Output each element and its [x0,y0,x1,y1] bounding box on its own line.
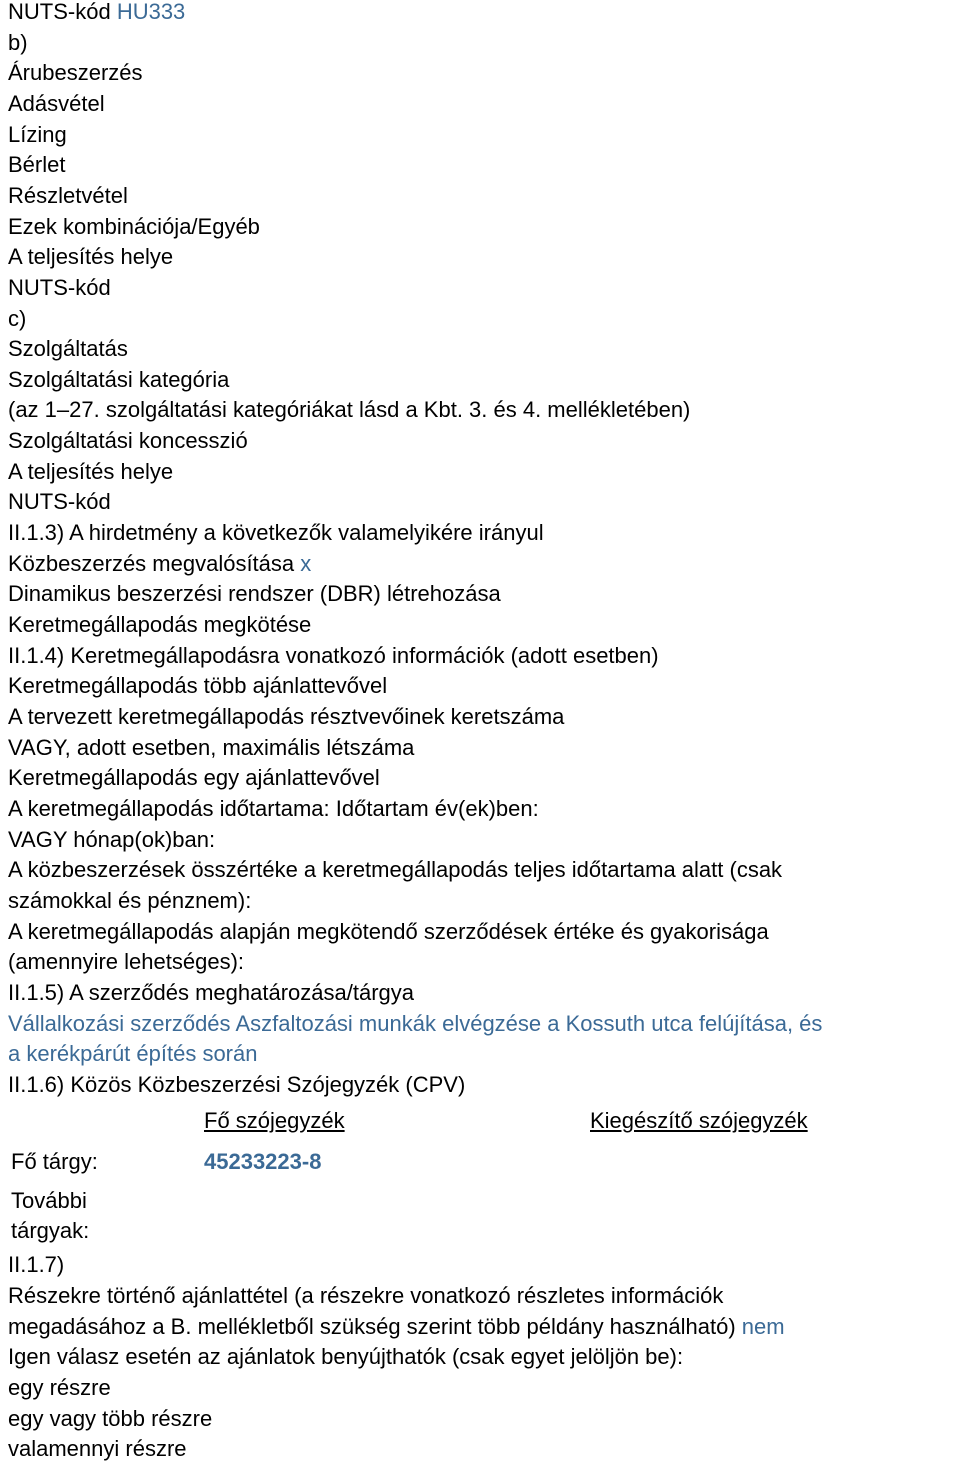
section-heading-ii-1-4: II.1.4) Keretmegállapodásra vonatkozó információk (adott esetben) [8,643,659,668]
lots-text-line-with-answer [8,1312,785,1343]
framework-info-line: számokkal és pénznem): [8,888,252,913]
framework-info-line: (amennyire lehetséges): [8,949,245,974]
framework-info-line: VAGY hónap(ok)ban: [8,827,216,852]
framework-info-line: Keretmegállapodás több ajánlattevővel [8,673,388,698]
option-procurement-line [8,549,311,580]
section-b-item: Adásvétel [8,91,105,116]
nuts-code-label: NUTS-kód [8,0,111,24]
lots-text-line: Részekre történő ajánlattétel (a részekre vonatkozó részletes információk [8,1283,724,1308]
section-c-item: Szolgáltatási koncesszió [8,428,248,453]
nuts-code-value: HU333 [116,0,186,24]
lots-option: valamennyi részre [8,1436,187,1461]
framework-info-line: A tervezett keretmegállapodás résztvevőinek keretszáma [8,704,565,729]
option-procurement-mark: x [300,551,312,576]
lots-option: egy vagy több részre [8,1406,213,1431]
cpv-main-object-code: 45233223-8 [204,1149,322,1174]
option-framework: Keretmegállapodás megkötése [8,612,312,637]
section-b-item: Ezek kombinációja/Egyéb [8,214,260,239]
section-b-item: Árubeszerzés [8,60,143,85]
contract-subject-line: a kerékpárút építés során [8,1041,258,1066]
section-heading-ii-1-7: II.1.7) [8,1252,65,1277]
lots-answer: nem [741,1314,785,1339]
section-b-item: Részletvétel [8,183,128,208]
cpv-main-object-label: Fő tárgy: [11,1149,98,1174]
section-b-place: A teljesítés helye [8,244,174,269]
nuts-code-line [8,0,185,28]
option-procurement: Közbeszerzés megvalósítása [8,551,295,576]
section-c-item: (az 1–27. szolgáltatási kategóriákat lásd a Kbt. 3. és 4. mellékletében) [8,397,691,422]
lots-text-line: megadásához a B. mellékletből szükség szerint több példány használható) [8,1314,736,1339]
lots-option: egy részre [8,1375,111,1400]
section-heading-ii-1-5: II.1.5) A szerződés meghatározása/tárgya [8,980,415,1005]
framework-info-line: Keretmegállapodás egy ajánlattevővel [8,765,380,790]
section-b-item: Lízing [8,122,67,147]
section-c-item: Szolgáltatási kategória [8,367,230,392]
section-c-item: Szolgáltatás [8,336,128,361]
cpv-main-vocabulary-header: Fő szójegyzék [204,1108,345,1133]
lots-instruction: Igen válasz esetén az ajánlatok benyújthatók (csak egyet jelöljön be): [8,1344,684,1369]
section-c-nuts: NUTS-kód [8,489,111,514]
section-b-nuts: NUTS-kód [8,275,111,300]
framework-info-line: A keretmegállapodás időtartama: Időtartam év(ek)ben: [8,796,539,821]
section-b-letter: b) [8,30,28,55]
section-heading-ii-1-6: II.1.6) Közös Közbeszerzési Szójegyzék (CPV) [8,1072,466,1097]
framework-info-line: VAGY, adott esetben, maximális létszáma [8,735,415,760]
contract-subject-line: Vállalkozási szerződés Aszfaltozási munkák elvégzése a Kossuth utca felújítása, és [8,1011,823,1036]
section-heading-ii-1-3: II.1.3) A hirdetmény a következők valamelyikére irányul [8,520,544,545]
section-c-place: A teljesítés helye [8,459,174,484]
framework-info-line: A közbeszerzések összértéke a keretmegállapodás teljes időtartama alatt (csak [8,857,783,882]
option-dbr: Dinamikus beszerzési rendszer (DBR) létrehozása [8,581,501,606]
framework-info-line: A keretmegállapodás alapján megkötendő szerződések értéke és gyakorisága [8,919,769,944]
cpv-other-objects-label: További tárgyak: [11,1188,90,1243]
cpv-supplementary-vocabulary-header: Kiegészítő szójegyzék [590,1108,808,1133]
section-b-item: Bérlet [8,152,66,177]
section-c-letter: c) [8,306,27,331]
